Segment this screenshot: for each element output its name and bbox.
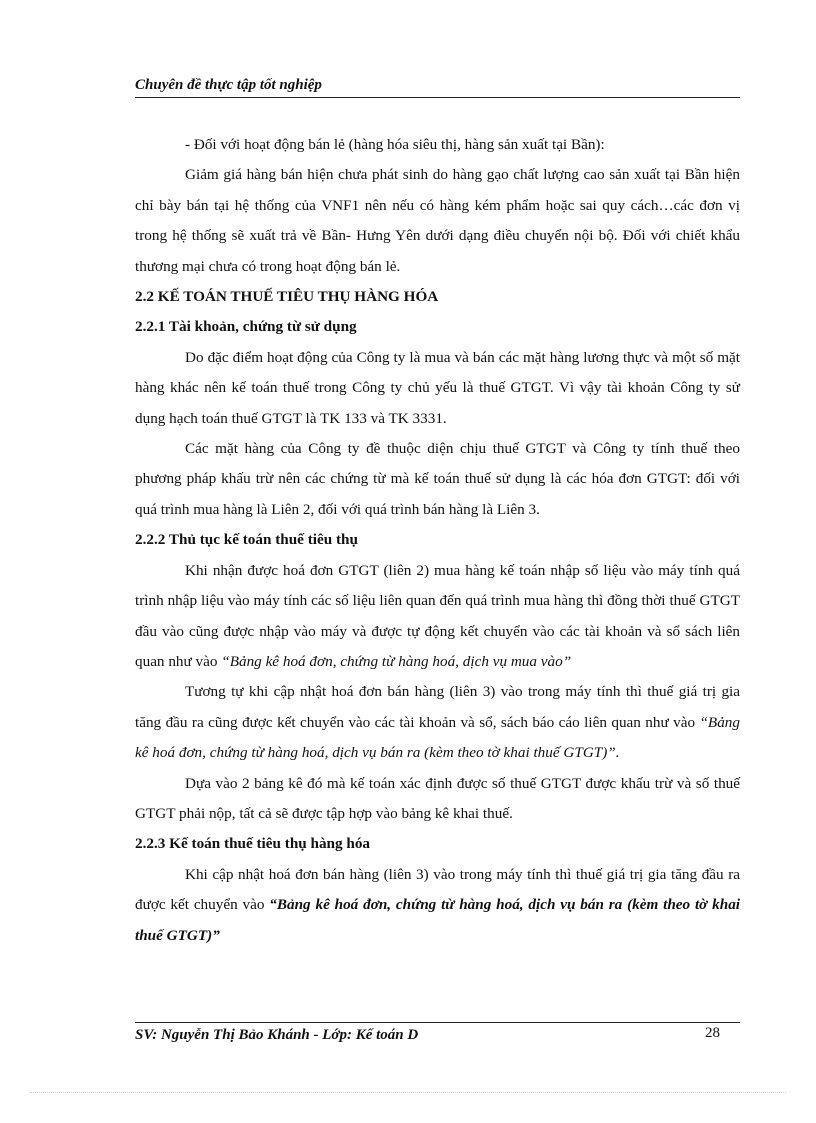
paragraph-sales-discount: Giảm giá hàng bán hiện chưa phát sinh do hàng gạo chất lượng cao sản xuất tại Bần hiện chỉ bày bán tại hệ thống của VNF1 nên nếu có hàng kém phẩm hoặc sai quy cách…các đơn vị trong hệ thống sẽ xuất trả về Bần- Hưng Yên dưới dạng điều chuyển nội bộ. Đối với chiết khẩu thương mại chưa có trong hoạt động bán lẻ. (135, 166, 740, 275)
paragraph-retail-intro: - Đối với hoạt động bán lẻ (hàng hóa siêu thị, hàng sản xuất tại Bần): (185, 136, 605, 153)
subsection-heading-2-2-2: 2.2.2 Thủ tục kế toán thuế tiêu thụ (135, 531, 358, 549)
subsection-heading-2-2-1: 2.2.1 Tài khoản, chứng từ sử dụng (135, 318, 357, 336)
document-body (135, 130, 740, 951)
footer-divider (135, 1022, 740, 1023)
header-divider (135, 97, 740, 98)
paragraph-text: Tương tự khi cập nhật hoá đơn bán hàng (liên 3) vào trong máy tính thì thuế giá trị gia tăng đầu ra cũng được kết chuyển vào các tài khoản và sổ, sách báo cáo liên quan như vào (135, 683, 740, 731)
subsection-heading-2-2-3: 2.2.3 Kế toán thuế tiêu thụ hàng hóa (135, 835, 371, 853)
page-bottom-dotted-line (30, 1092, 786, 1093)
paragraph-documents: Các mặt hàng của Công ty đề thuộc diện chịu thuế GTGT và Công ty tính thuế theo phương pháp khấu trừ nên các chứng từ mà kế toán thuế sử dụng là các hóa đơn GTGT: đối với quá trình mua hàng là Liên 2, đối với quá trình bán hàng là Liên 3. (135, 440, 740, 518)
paragraph-text: Khi cập nhật hoá đơn bán hàng (liên 3) vào trong máy tính thì thuế giá trị gia tăng đầu ra được kết chuyển vào (135, 865, 740, 914)
paragraph-text: Khi nhận được hoá đơn GTGT (liên 2) mua hàng kế toán nhập số liệu vào máy tính quá trình nhập liệu vào máy tính các số liệu liên quan đến quá trình mua hàng thì đồng thời thuế GTGT đầu vào cũng được nhập vào máy và được tự động kết chuyển vào các tài khoản và sổ sách liên quan như vào (135, 561, 740, 670)
quote-sales-ledger: “Bảng kê hoá đơn, chứng từ hàng hoá, dịch vụ bán ra (kèm theo tờ khai thuế GTGT)”. (135, 713, 740, 762)
paragraph-input-vat (135, 556, 740, 678)
page-header-title: Chuyên đề thực tập tốt nghiệp (135, 77, 322, 93)
paragraph-accounts: Do đặc điểm hoạt động của Công ty là mua và bán các mặt hàng lương thực và một số mặt hàng khác nên kế toán thuế trong Công ty chủ yếu là thuế GTGT. Vì vậy tài khoản Công ty sử dụng hạch toán thuế GTGT là TK 133 và TK 3331. (135, 348, 740, 427)
quote-purchase-ledger: “Bảng kê hoá đơn, chứng từ hàng hoá, dịch vụ mua vào” (221, 652, 572, 670)
section-heading-2-2: 2.2 KẾ TOÁN THUẾ TIÊU THỤ HÀNG HÓA (135, 288, 439, 306)
paragraph-output-vat-entry (135, 860, 740, 951)
page-number: 28 (705, 1025, 720, 1041)
paragraph-vat-determination: Dựa vào 2 bảng kê đó mà kế toán xác định được số thuế GTGT được khấu trừ và số thuế GTGT phải nộp, tất cả sẽ được tập hợp vào bảng kê khai thuế. (135, 774, 740, 822)
paragraph-output-vat (135, 677, 740, 768)
footer-author: SV: Nguyễn Thị Bảo Khánh - Lớp: Kế toán D (135, 1027, 419, 1043)
quote-sales-ledger-bold: “Bảng kê hoá đơn, chứng từ hàng hoá, dịch vụ bán ra (kèm theo tờ khai thuế GTGT)” (135, 896, 741, 944)
